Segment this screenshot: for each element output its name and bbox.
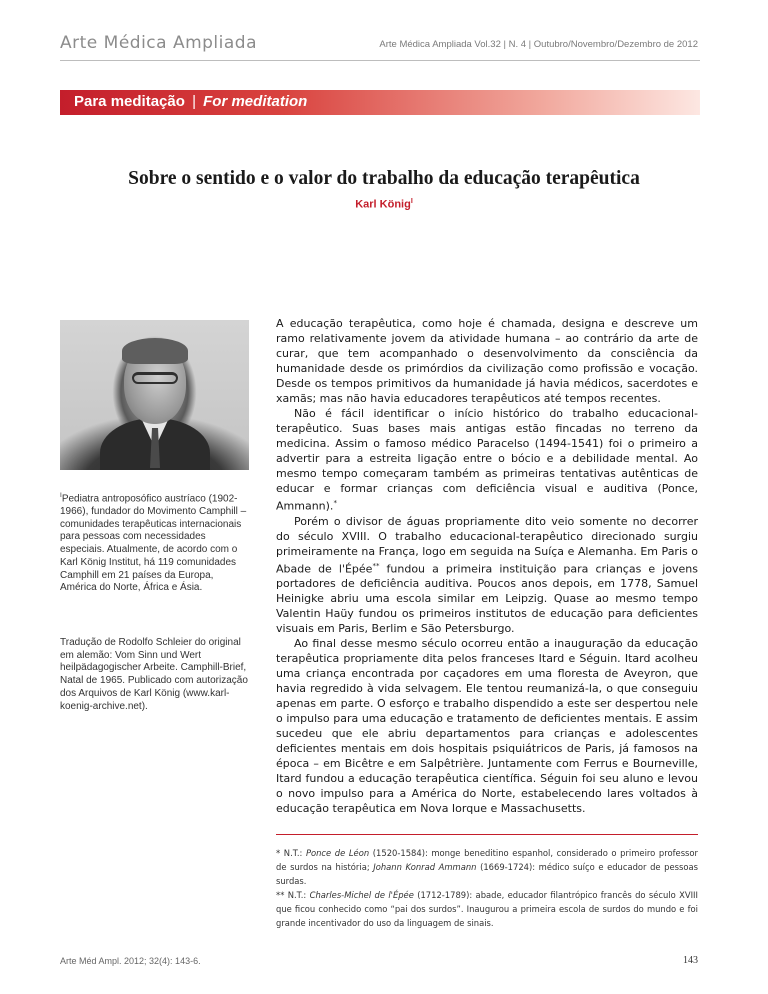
footnote-2-text: (1712-1789): abade, educador filantrópico francês do século XVIII que ficou conhecido como “pai dos surdos”. Inaugurou a primeira escola de surdos do mundo e foi grande incentivador do uso da linguagem de sinais. [276, 890, 698, 928]
body-paragraph-2-text: Não é fácil identificar o início histórico do trabalho educacional-terapêutico. Suas bases mais antigas estão fincadas no terreno da medicina. Assim o famoso médico Paracelso (1494-1541) foi o primeiro a advertir para a estreita ligação entre o bócio e a debilidade mental. Ao mesmo tempo começaram também as primeiras tentativas autênticas de educar e formar crianças com deficiência visual e auditiva (Ponce, Ammann). [276, 407, 698, 513]
article-body [276, 316, 698, 816]
body-paragraph-3-text-a: Porém o divisor de águas propriamente dito veio somente no decorrer do século XVIII. O trabalho educacional-terapêutico direcionado surgiu primeiramente na França, logo em seguida na Suíça e Alemanha. Em Paris o Abade de l'Épée [276, 514, 698, 576]
footnote-2-name: Charles-Michel de l'Épée [309, 890, 414, 900]
article-title: Sobre o sentido e o valor do trabalho da educação terapêutica [128, 168, 640, 189]
running-head: Arte Médica Ampliada Vol.32 | N. 4 | Outubro/Novembro/Dezembro de 2012 [379, 39, 698, 50]
footnote-1 [276, 846, 698, 888]
body-paragraph-1: A educação terapêutica, como hoje é chamada, designa e descreve um ramo relativamente jovem da atividade humana – ao contrário da arte de curar, que tem acompanhado o desenvolvimento da consciência da humanidade desde os primórdios da civilização como profissão e vocação. Desde os tempos primitivos da humanidade já havia médicos, sacerdotes e xamãs; mas não havia educadores terapêuticos até tempos recentes. [276, 317, 698, 405]
citation: Arte Méd Ampl. 2012; 32(4): 143-6. [60, 956, 201, 966]
portrait-glasses [132, 372, 178, 384]
translation-note: Tradução de Rodolfo Schleier do original em alemão: Vom Sinn und Wert heilpädagogischer Arbeite. Camphill-Brief, Natal de 1965. Publicado com autorização dos Arquivos de Karl König (www.karl-koenig-archive.net). [60, 637, 248, 712]
footnote-ref-2[interactable]: ** [372, 561, 380, 570]
author [0, 198, 768, 211]
footnotes [276, 846, 698, 930]
bio-mark: I [60, 492, 62, 499]
footnote-ref-1[interactable]: * [333, 499, 337, 507]
section-label-en: For meditation [203, 93, 308, 110]
author-mark: I [410, 198, 413, 205]
journal-name: Arte Médica Ampliada [60, 33, 258, 53]
author-name: Karl König [355, 198, 411, 211]
footnote-1-text-2: (1669-1724): médico suíço e educador de pessoas surdas. [276, 862, 698, 886]
bio-text: Pediatra antroposófico austríaco (1902-1966), fundador do Movimento Camphill – comunidades terapêuticas internacionais para pessoas com necessidades especiais. Atualmente, de acordo com o Karl König Institut, há 119 comunidades Camphill em 21 países da Europa, América do Norte, África e Ásia. [60, 493, 247, 594]
body-paragraph-3 [276, 514, 698, 637]
footnote-2 [276, 888, 698, 930]
page-number: 143 [683, 955, 698, 966]
footnote-rule [276, 834, 698, 835]
body-paragraph-4: Ao final desse mesmo século ocorreu então a inauguração da educação terapêutica propriamente dita pelos franceses Itard e Séguin. Itard acolheu uma criança encontrada por caçadores em uma floresta de Aveyron, que havia regredido à vida selvagem. Ele tentou reumanizá-la, o que conseguiu apenas em parte. O esforço e trabalho dispendido a este ser despertou nele o impulso para uma educação e tratamento de deficientes mentais. E assim sucedeu que ele abriu departamentos para crianças e adolescentes deficientes mentais em dois hospitais psiquiátricos de Paris, já famosos na época – em Bicêtre e em Salpêtrière. Juntamente com Ferrus e Bourneville, Itard fundou a educação terapêutica científica. Séguin foi seu aluno e levou o novo impulso para a América do Norte, estabelecendo lares voltados à educação terapêutica em Nova Iorque e Massachusetts. [276, 637, 698, 816]
section-label [74, 91, 307, 113]
footnote-1-name-2: Johann Konrad Ammann [373, 862, 477, 872]
portrait-hair [122, 338, 188, 364]
section-label-pt: Para meditação [74, 93, 185, 110]
header-rule [60, 60, 700, 61]
author-bio-note [60, 490, 252, 595]
body-paragraph-3-text-b: fundou a primeira instituição para crianças e jovens portadores de deficiência auditiva. Poucos anos depois, em 1778, Samuel Heinigke abriu uma escola similar em Leipzig. Quase ao mesmo tempo Valentin Haüy fundou os primeiros institutos de educação para deficientes visuais em Paris, Berlim e São Petersburgo. [276, 562, 698, 636]
body-paragraph-2 [276, 406, 698, 514]
footnote-1-prefix: * N.T.: [276, 848, 306, 858]
footnote-1-name-1: Ponce de Léon [305, 848, 370, 858]
footnote-1-text-1: (1520-1584): monge beneditino espanhol, considerado o primeiro professor de surdos na história; [276, 848, 698, 872]
author-portrait [60, 320, 249, 470]
footnote-2-prefix: ** N.T.: [276, 890, 310, 900]
section-label-separator: | [192, 93, 196, 110]
